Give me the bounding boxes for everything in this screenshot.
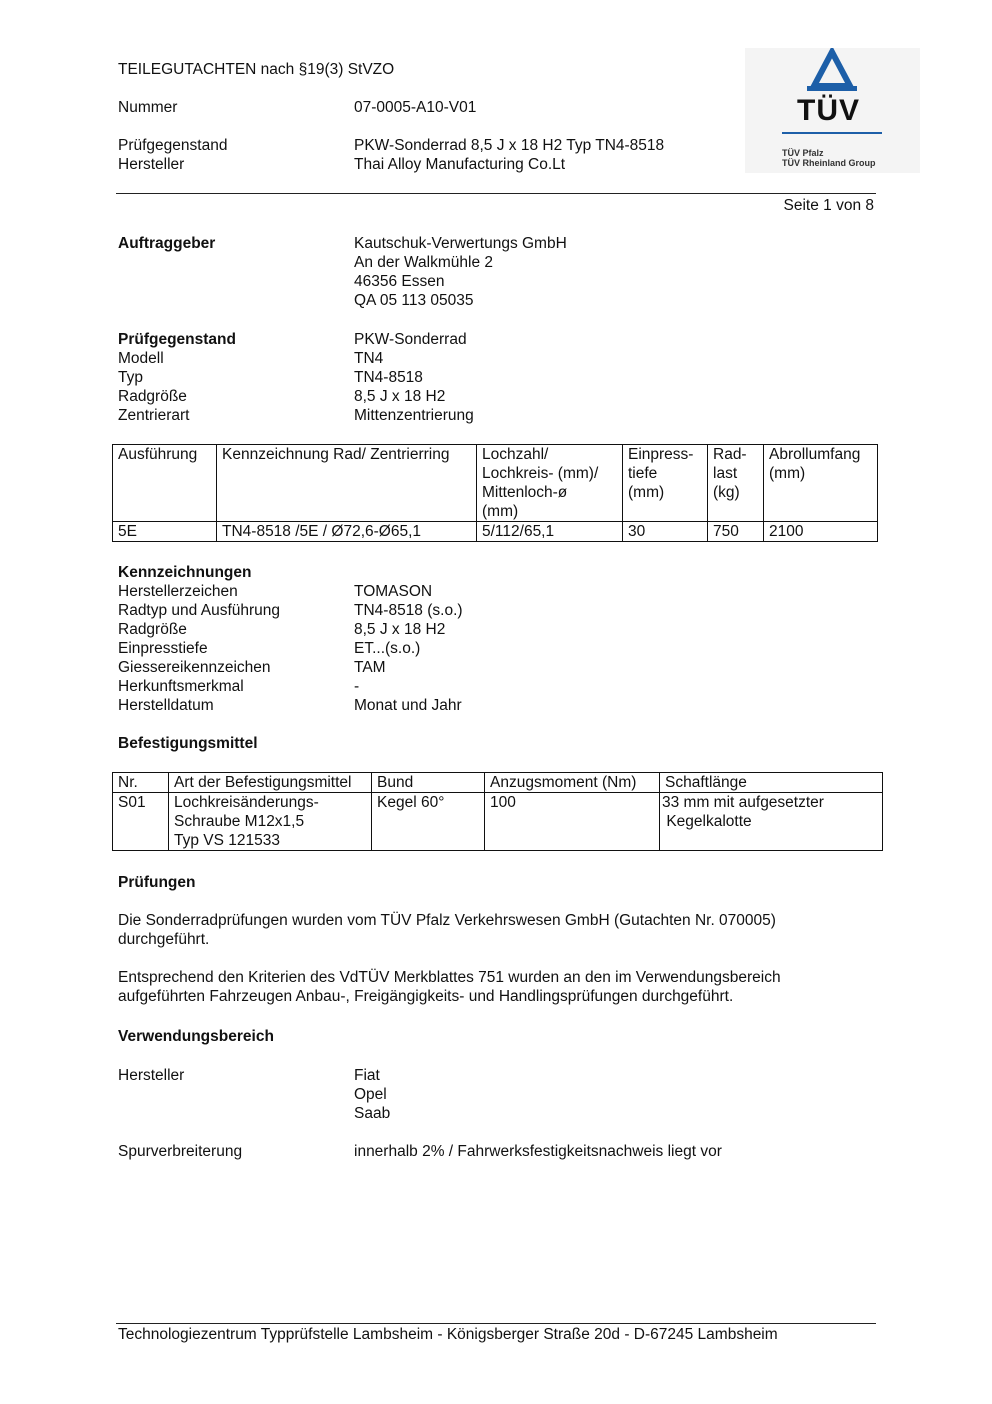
pg-value: 8,5 J x 18 H2 (354, 388, 446, 405)
verwendung-hersteller: Fiat (354, 1067, 380, 1084)
table-header-cell: Art der Befestigungsmittel (169, 773, 372, 793)
table-header-cell: Schaftlänge (660, 773, 883, 793)
nummer-label: Nummer (118, 99, 178, 116)
pg-label: Typ (118, 369, 143, 386)
kz-label: Herstellerzeichen (118, 583, 238, 600)
table-header-row (113, 773, 883, 793)
spurverbreiterung-label: Spurverbreiterung (118, 1143, 243, 1160)
pg-label-heading: Prüfgegenstand (118, 331, 236, 348)
befestigung-table (112, 772, 883, 851)
verwendung-heading: Verwendungsbereich (118, 1028, 274, 1045)
pg-value: TN4-8518 (354, 369, 423, 386)
table-cell: S01 (113, 793, 169, 851)
pruefgegenstand-value: PKW-Sonderrad 8,5 J x 18 H2 Typ TN4-8518 (354, 137, 665, 154)
table-cell: Lochkreisänderungs- Schraube M12x1,5 Typ VS 121533 (169, 793, 372, 851)
pruefgegenstand-label: Prüfgegenstand (118, 137, 228, 154)
page-info: Seite 1 von 8 (783, 197, 874, 214)
table-cell: 100 (485, 793, 660, 851)
pruefungen-paragraph: Entsprechend den Kriterien des VdTÜV Merkblattes 751 wurden an den im Verwendungsbereich aufgeführten Fahrzeugen Anbau-, Freigängigkeits- und Handlingsprüfungen durchgeführt. (118, 969, 781, 1005)
table-header-cell: Ausführung (113, 445, 217, 522)
pruefungen-paragraph: Die Sonderradprüfungen wurden vom TÜV Pfalz Verkehrswesen GmbH (Gutachten Nr. 070005) durchgeführt. (118, 912, 776, 948)
kz-value: ET...(s.o.) (354, 640, 421, 657)
pg-value: TN4 (354, 350, 384, 367)
auftraggeber-line: Kautschuk-Verwertungs GmbH (354, 235, 567, 252)
logo-line2: TÜV Rheinland Group (782, 158, 876, 168)
kz-value: TOMASON (354, 583, 433, 600)
kz-label: Herkunftsmerkmal (118, 678, 244, 695)
ausfuehrung-table (112, 444, 878, 542)
kz-value: - (354, 678, 360, 695)
kennzeichnungen-heading: Kennzeichnungen (118, 564, 252, 581)
footer-text: Technologiezentrum Typprüfstelle Lambsheim - Königsberger Straße 20d - D-67245 Lambsheim (118, 1326, 778, 1343)
table-header-row (113, 445, 878, 522)
auftraggeber-line: 46356 Essen (354, 273, 445, 290)
table-cell: TN4-8518 /5E / Ø72,6-Ø65,1 (217, 522, 477, 542)
kz-label: Einpresstiefe (118, 640, 208, 657)
table-row (113, 793, 883, 851)
header-divider (116, 193, 876, 194)
table-header-cell: Bund (372, 773, 485, 793)
pg-label: Modell (118, 350, 164, 367)
kz-value: TN4-8518 (s.o.) (354, 602, 463, 619)
logo-brand: TÜV (797, 94, 860, 127)
table-header-cell: Abrollumfang (mm) (764, 445, 878, 522)
table-cell: 33 mm mit aufgesetzter Kegelkalotte (660, 793, 883, 851)
spurverbreiterung-value: innerhalb 2% / Fahrwerksfestigkeitsnachweis liegt vor (354, 1143, 722, 1160)
kz-label: Herstelldatum (118, 697, 214, 714)
pg-label: Radgröße (118, 388, 187, 405)
kz-value: 8,5 J x 18 H2 (354, 621, 446, 638)
befestigung-heading: Befestigungsmittel (118, 735, 258, 752)
auftraggeber-label: Auftraggeber (118, 235, 216, 252)
verwendung-hersteller-label: Hersteller (118, 1067, 185, 1084)
pg-value: PKW-Sonderrad (354, 331, 467, 348)
table-cell: 5/112/65,1 (477, 522, 623, 542)
tuev-logo (745, 48, 920, 173)
table-cell: 5E (113, 522, 217, 542)
auftraggeber-line: QA 05 113 05035 (354, 292, 474, 309)
hersteller-label: Hersteller (118, 156, 185, 173)
kz-value: TAM (354, 659, 386, 676)
table-row (113, 522, 878, 542)
table-header-cell: Anzugsmoment (Nm) (485, 773, 660, 793)
pruefungen-heading: Prüfungen (118, 874, 196, 891)
kz-value: Monat und Jahr (354, 697, 462, 714)
kz-label: Radtyp und Ausführung (118, 602, 281, 619)
verwendung-hersteller: Opel (354, 1086, 387, 1103)
table-cell: 2100 (764, 522, 878, 542)
table-header-cell: Rad- last (kg) (708, 445, 764, 522)
kz-label: Giessereikennzeichen (118, 659, 271, 676)
logo-line1: TÜV Pfalz (782, 148, 824, 158)
document-title: TEILEGUTACHTEN nach §19(3) StVZO (118, 61, 395, 78)
kz-label: Radgröße (118, 621, 187, 638)
footer-divider (116, 1323, 876, 1324)
table-header-cell: Nr. (113, 773, 169, 793)
auftraggeber-line: An der Walkmühle 2 (354, 254, 493, 271)
table-header-cell: Lochzahl/ Lochkreis- (mm)/ Mittenloch-ø (mm) (477, 445, 623, 522)
table-header-cell: Einpress- tiefe (mm) (623, 445, 708, 522)
nummer-value: 07-0005-A10-V01 (354, 99, 477, 116)
table-cell: Kegel 60° (372, 793, 485, 851)
pg-value: Mittenzentrierung (354, 407, 474, 424)
hersteller-value: Thai Alloy Manufacturing Co.Lt (354, 156, 566, 173)
table-cell: 30 (623, 522, 708, 542)
table-header-cell: Kennzeichnung Rad/ Zentrierring (217, 445, 477, 522)
table-cell: 750 (708, 522, 764, 542)
verwendung-hersteller: Saab (354, 1105, 391, 1122)
pg-label: Zentrierart (118, 407, 190, 424)
